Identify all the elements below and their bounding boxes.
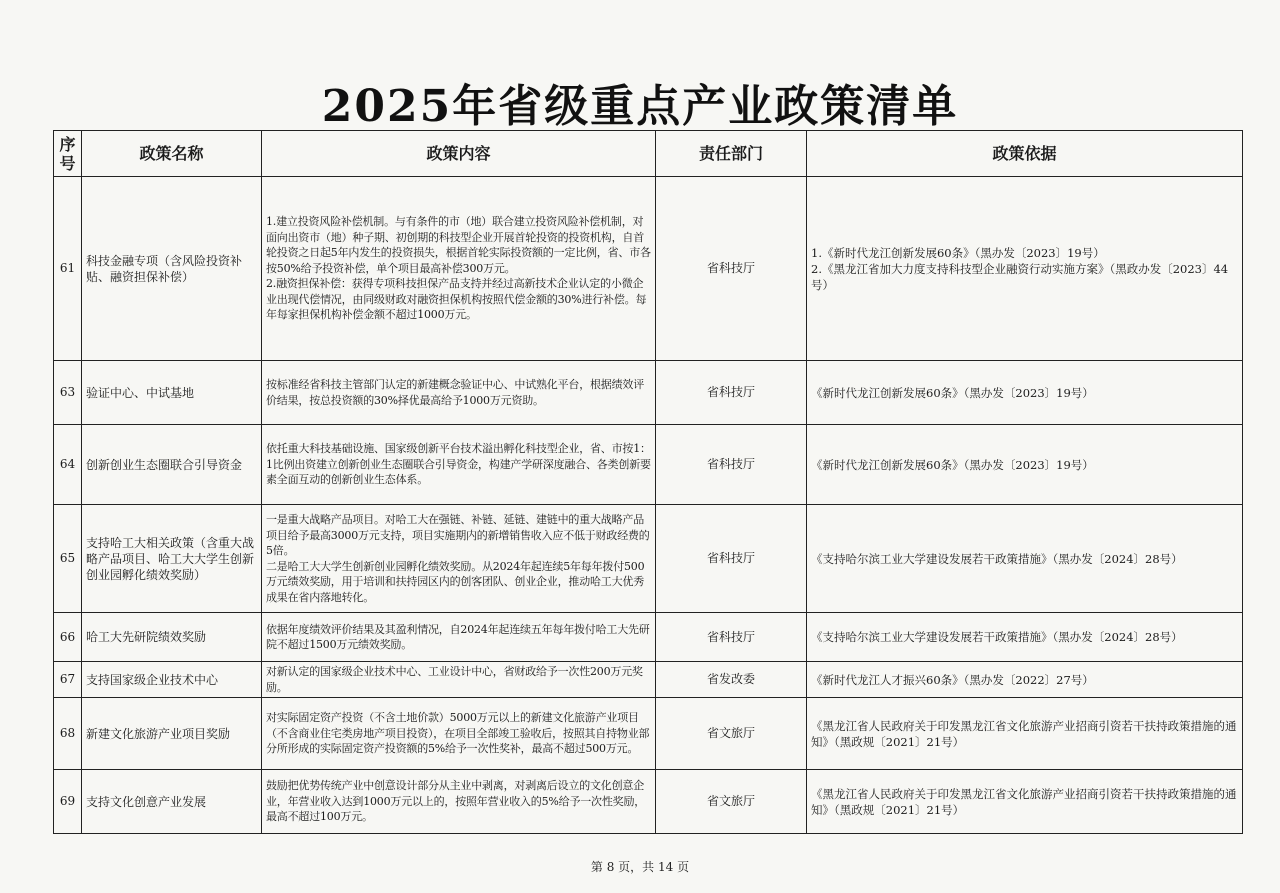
row-dept: 省科技厅 — [656, 425, 807, 505]
table-row — [54, 505, 1243, 613]
row-seq: 61 — [54, 177, 82, 361]
row-dept: 省科技厅 — [656, 361, 807, 425]
row-policy-content: 依托重大科技基础设施、国家级创新平台技术溢出孵化科技型企业，省、市按1：1比例出资建立创新创业生态圈联合引导资金，构建产学研深度融合、各类创新要素全面互动的创新创业生态体系。 — [262, 425, 656, 505]
row-seq: 65 — [54, 505, 82, 613]
row-policy-name: 支持国家级企业技术中心 — [82, 662, 262, 698]
row-policy-basis: 《新时代龙江人才振兴60条》（黑办发〔2022〕27号） — [807, 662, 1243, 698]
row-policy-name: 创新创业生态圈联合引导资金 — [82, 425, 262, 505]
row-policy-content: 按标准经省科技主管部门认定的新建概念验证中心、中试熟化平台，根据绩效评价结果，按总投资额的30%择优最高给予1000万元资助。 — [262, 361, 656, 425]
row-dept: 省科技厅 — [656, 177, 807, 361]
row-policy-name: 新建文化旅游产业项目奖励 — [82, 698, 262, 770]
table-row — [54, 662, 1243, 698]
row-seq: 64 — [54, 425, 82, 505]
row-policy-basis: 《黑龙江省人民政府关于印发黑龙江省文化旅游产业招商引资若干扶持政策措施的通知》（黑政规〔2021〕21号） — [807, 770, 1243, 834]
table-row — [54, 425, 1243, 505]
page-number: 第 8 页，共 14 页 — [590, 860, 690, 874]
row-policy-basis: 《新时代龙江创新发展60条》（黑办发〔2023〕19号） — [807, 425, 1243, 505]
table-header-row — [54, 131, 1243, 177]
row-policy-content: 依据年度绩效评价结果及其盈利情况，自2024年起连续五年每年拨付哈工大先研院不超过1500万元绩效奖励。 — [262, 613, 656, 662]
row-dept: 省文旅厅 — [656, 698, 807, 770]
row-policy-basis: 《新时代龙江创新发展60条》（黑办发〔2023〕19号） — [807, 361, 1243, 425]
row-dept: 省发改委 — [656, 662, 807, 698]
row-seq: 67 — [54, 662, 82, 698]
row-policy-content: 对新认定的国家级企业技术中心、工业设计中心，省财政给予一次性200万元奖励。 — [262, 662, 656, 698]
row-policy-name: 验证中心、中试基地 — [82, 361, 262, 425]
row-policy-content: 对实际固定资产投资（不含土地价款）5000万元以上的新建文化旅游产业项目（不含商业住宅类房地产项目投资），在项目全部竣工验收后，按照其自持物业部分所形成的实际固定资产投资额的5%给予一次性奖补，最高不超过500万元。 — [262, 698, 656, 770]
row-seq: 69 — [54, 770, 82, 834]
table-row — [54, 177, 1243, 361]
row-policy-content — [262, 177, 656, 361]
table-row — [54, 770, 1243, 834]
header-basis: 政策依据 — [807, 131, 1243, 177]
row-policy-basis: 《支持哈尔滨工业大学建设发展若干政策措施》（黑办发〔2024〕28号） — [807, 505, 1243, 613]
row-policy-content: 鼓励把优势传统产业中创意设计部分从主业中剥离，对剥离后设立的文化创意企业，年营业收入达到1000万元以上的，按照年营业收入的5%给予一次性奖励，最高不超过100万元。 — [262, 770, 656, 834]
header-seq: 序号 — [54, 131, 82, 177]
row-policy-content-text: 一是重大战略产品项目。对哈工大在强链、补链、延链、建链中的重大战略产品项目给予最高3000万元支持，项目实施期内的新增销售收入应不低于财政经费的5倍。 二是哈工大大学生创新创业园孵化绩效奖励。从2024年起连续5年每年拨付500万元绩效奖励，用于培训和扶持园区内的创客团队、创业企业，推动哈工大优秀成果在省内落地转化。 — [266, 513, 650, 604]
document-title: 2025年省级重点产业政策清单 — [321, 81, 959, 132]
row-seq: 63 — [54, 361, 82, 425]
table-row — [54, 361, 1243, 425]
table-row — [54, 698, 1243, 770]
row-seq: 66 — [54, 613, 82, 662]
row-policy-basis: 《黑龙江省人民政府关于印发黑龙江省文化旅游产业招商引资若干扶持政策措施的通知》（黑政规〔2021〕21号） — [807, 698, 1243, 770]
row-policy-name: 科技金融专项（含风险投资补贴、融资担保补偿） — [82, 177, 262, 361]
row-policy-basis: 《支持哈尔滨工业大学建设发展若干政策措施》（黑办发〔2024〕28号） — [807, 613, 1243, 662]
policy-table — [53, 130, 1243, 834]
header-content: 政策内容 — [262, 131, 656, 177]
row-dept: 省文旅厅 — [656, 770, 807, 834]
header-dept: 责任部门 — [656, 131, 807, 177]
row-dept: 省科技厅 — [656, 613, 807, 662]
row-policy-name: 支持文化创意产业发展 — [82, 770, 262, 834]
row-seq: 68 — [54, 698, 82, 770]
header-name: 政策名称 — [82, 131, 262, 177]
row-policy-basis-text: 1.《新时代龙江创新发展60条》（黑办发〔2023〕19号） 2.《黑龙江省加大力度支持科技型企业融资行动实施方案》（黑政办发〔2023〕44号） — [811, 245, 1229, 292]
table-row — [54, 613, 1243, 662]
row-dept: 省科技厅 — [656, 505, 807, 613]
row-policy-basis — [807, 177, 1243, 361]
row-policy-name: 哈工大先研院绩效奖励 — [82, 613, 262, 662]
row-policy-content — [262, 505, 656, 613]
row-policy-content-text: 1.建立投资风险补偿机制。与有条件的市（地）联合建立投资风险补偿机制，对面向出资市（地）种子期、初创期的科技型企业开展首轮投资的投资机构，自首轮投资之日起5年内发生的投资损失，根据首轮实际投资额的一定比例，省、市各按50%给予投资补偿，单个项目最高补偿300万元。 2.融资担保补偿：获得专项科技担保产品支持并经过高新技术企业认定的小微企业出现代偿情况，由同级财政对融资担保机构按照代偿金额的30%进行补偿。每年每家担保机构补偿金额不超过1000万元。 — [266, 215, 651, 322]
row-policy-name: 支持哈工大相关政策（含重大战略产品项目、哈工大大学生创新创业园孵化绩效奖励） — [82, 505, 262, 613]
